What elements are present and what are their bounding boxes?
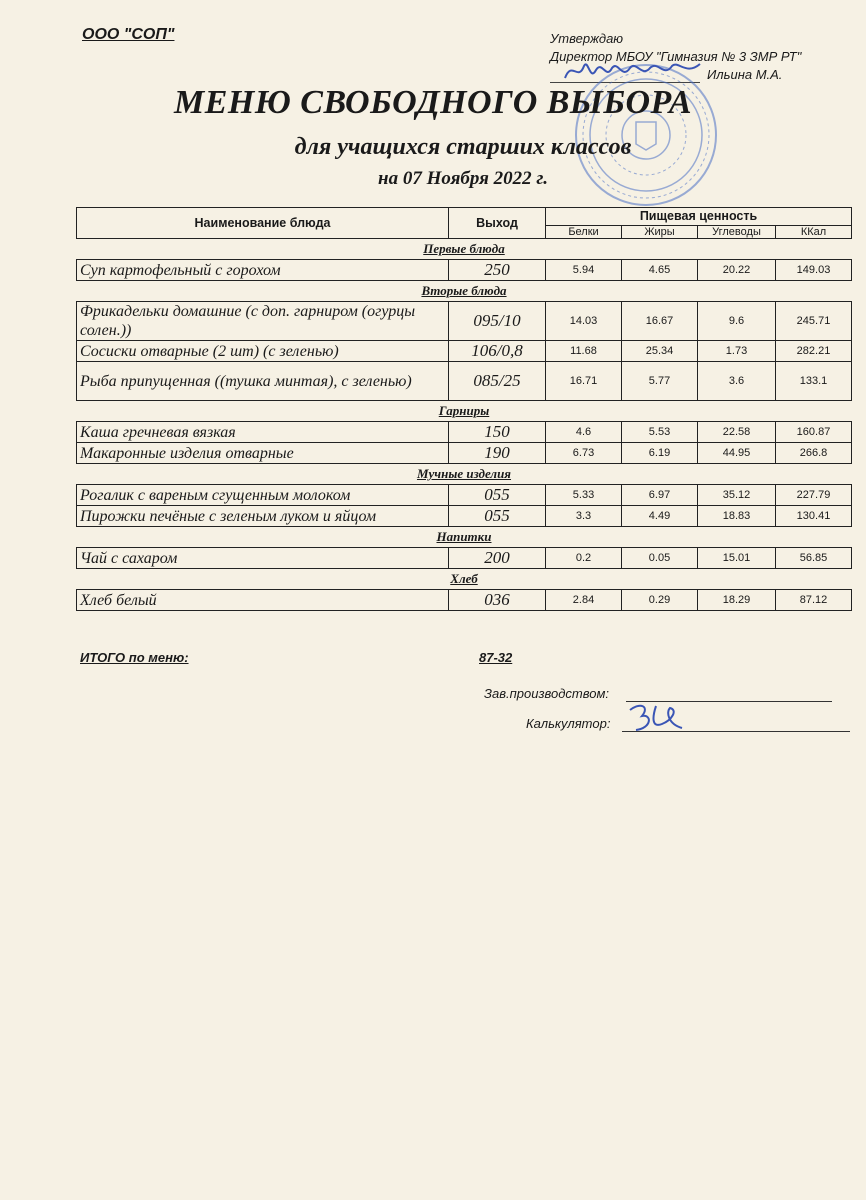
table-row xyxy=(77,341,852,362)
dish-fat: 25.34 xyxy=(622,341,698,362)
dish-protein: 4.6 xyxy=(546,422,622,443)
total-value: 87-32 xyxy=(479,650,513,665)
column-header-kcal: ККал xyxy=(776,225,852,238)
table-row xyxy=(77,422,852,443)
organization-name: ООО "СОП" xyxy=(82,26,175,43)
dish-yield: 055 xyxy=(449,485,546,506)
table-row xyxy=(77,443,852,464)
dish-protein: 11.68 xyxy=(546,341,622,362)
category-title: Мучные изделия xyxy=(77,464,852,485)
dish-carbs: 44.95 xyxy=(698,443,776,464)
dish-fat: 6.19 xyxy=(622,443,698,464)
approve-name: Ильина М.А. xyxy=(707,67,783,82)
menu-table xyxy=(76,207,852,611)
table-row xyxy=(77,362,852,401)
dish-protein: 3.3 xyxy=(546,506,622,527)
dish-fat: 0.29 xyxy=(622,590,698,611)
dish-yield: 150 xyxy=(449,422,546,443)
total-label: ИТОГО по меню: xyxy=(80,650,189,665)
dish-carbs: 3.6 xyxy=(698,362,776,401)
table-row xyxy=(77,590,852,611)
category-title: Гарниры xyxy=(77,401,852,422)
dish-fat: 5.77 xyxy=(622,362,698,401)
dish-name: Хлеб белый xyxy=(77,590,449,611)
dish-name: Пирожки печёные с зеленым луком и яйцом xyxy=(77,506,449,527)
column-header-nutrition: Пищевая ценность xyxy=(546,208,852,226)
column-header-name: Наименование блюда xyxy=(77,208,449,239)
dish-fat: 4.49 xyxy=(622,506,698,527)
dish-protein: 5.94 xyxy=(546,260,622,281)
dish-yield: 036 xyxy=(449,590,546,611)
dish-name: Чай с сахаром xyxy=(77,548,449,569)
calculator-signature-icon xyxy=(622,700,692,736)
dish-yield: 190 xyxy=(449,443,546,464)
dish-fat: 16.67 xyxy=(622,302,698,341)
dish-name: Суп картофельный с горохом xyxy=(77,260,449,281)
dish-name: Макаронные изделия отварные xyxy=(77,443,449,464)
dish-yield: 095/10 xyxy=(449,302,546,341)
table-row xyxy=(77,548,852,569)
dish-carbs: 9.6 xyxy=(698,302,776,341)
category-title: Напитки xyxy=(77,527,852,548)
column-header-yield: Выход xyxy=(449,208,546,239)
table-row xyxy=(77,260,852,281)
dish-name: Рыба припущенная ((тушка минтая), с зеленью) xyxy=(77,362,449,401)
table-row xyxy=(77,485,852,506)
dish-fat: 0.05 xyxy=(622,548,698,569)
page-subtitle: для учащихся старших классов xyxy=(294,134,632,160)
category-title: Хлеб xyxy=(77,569,852,590)
menu-date: на 07 Ноября 2022 г. xyxy=(378,168,548,189)
dish-carbs: 20.22 xyxy=(698,260,776,281)
category-title: Первые блюда xyxy=(77,239,852,260)
dish-carbs: 22.58 xyxy=(698,422,776,443)
column-header-fat: Жиры xyxy=(622,225,698,238)
dish-name: Рогалик с вареным сгущенным молоком xyxy=(77,485,449,506)
dish-yield: 085/25 xyxy=(449,362,546,401)
approve-position: Директор МБОУ "Гимназия № 3 ЗМР РТ" xyxy=(550,49,802,64)
dish-protein: 5.33 xyxy=(546,485,622,506)
dish-yield: 200 xyxy=(449,548,546,569)
dish-kcal: 56.85 xyxy=(776,548,852,569)
dish-kcal: 227.79 xyxy=(776,485,852,506)
dish-yield: 055 xyxy=(449,506,546,527)
dish-protein: 0.2 xyxy=(546,548,622,569)
dish-kcal: 133.1 xyxy=(776,362,852,401)
dish-kcal: 245.71 xyxy=(776,302,852,341)
dish-protein: 16.71 xyxy=(546,362,622,401)
column-header-protein: Белки xyxy=(546,225,622,238)
dish-kcal: 160.87 xyxy=(776,422,852,443)
director-signature-icon xyxy=(560,56,710,86)
table-row xyxy=(77,302,852,341)
dish-yield: 106/0,8 xyxy=(449,341,546,362)
dish-name: Каша гречневая вязкая xyxy=(77,422,449,443)
dish-protein: 6.73 xyxy=(546,443,622,464)
dish-kcal: 87.12 xyxy=(776,590,852,611)
dish-carbs: 18.83 xyxy=(698,506,776,527)
dish-kcal: 282.21 xyxy=(776,341,852,362)
category-title: Вторые блюда xyxy=(77,281,852,302)
page-title: МЕНЮ СВОБОДНОГО ВЫБОРА xyxy=(174,84,692,121)
dish-yield: 250 xyxy=(449,260,546,281)
dish-protein: 14.03 xyxy=(546,302,622,341)
dish-name: Сосиски отварные (2 шт) (с зеленью) xyxy=(77,341,449,362)
approve-label: Утверждаю xyxy=(550,31,624,46)
dish-kcal: 266.8 xyxy=(776,443,852,464)
dish-fat: 5.53 xyxy=(622,422,698,443)
production-manager-label: Зав.производством: xyxy=(484,686,609,701)
dish-kcal: 130.41 xyxy=(776,506,852,527)
table-row xyxy=(77,506,852,527)
calculator-label: Калькулятор: xyxy=(526,716,611,731)
column-header-carbs: Углеводы xyxy=(698,225,776,238)
dish-carbs: 18.29 xyxy=(698,590,776,611)
dish-carbs: 35.12 xyxy=(698,485,776,506)
dish-carbs: 1.73 xyxy=(698,341,776,362)
dish-protein: 2.84 xyxy=(546,590,622,611)
dish-name: Фрикадельки домашние (с доп. гарниром (огурцы солен.)) xyxy=(77,302,449,341)
dish-kcal: 149.03 xyxy=(776,260,852,281)
dish-fat: 4.65 xyxy=(622,260,698,281)
dish-fat: 6.97 xyxy=(622,485,698,506)
dish-carbs: 15.01 xyxy=(698,548,776,569)
